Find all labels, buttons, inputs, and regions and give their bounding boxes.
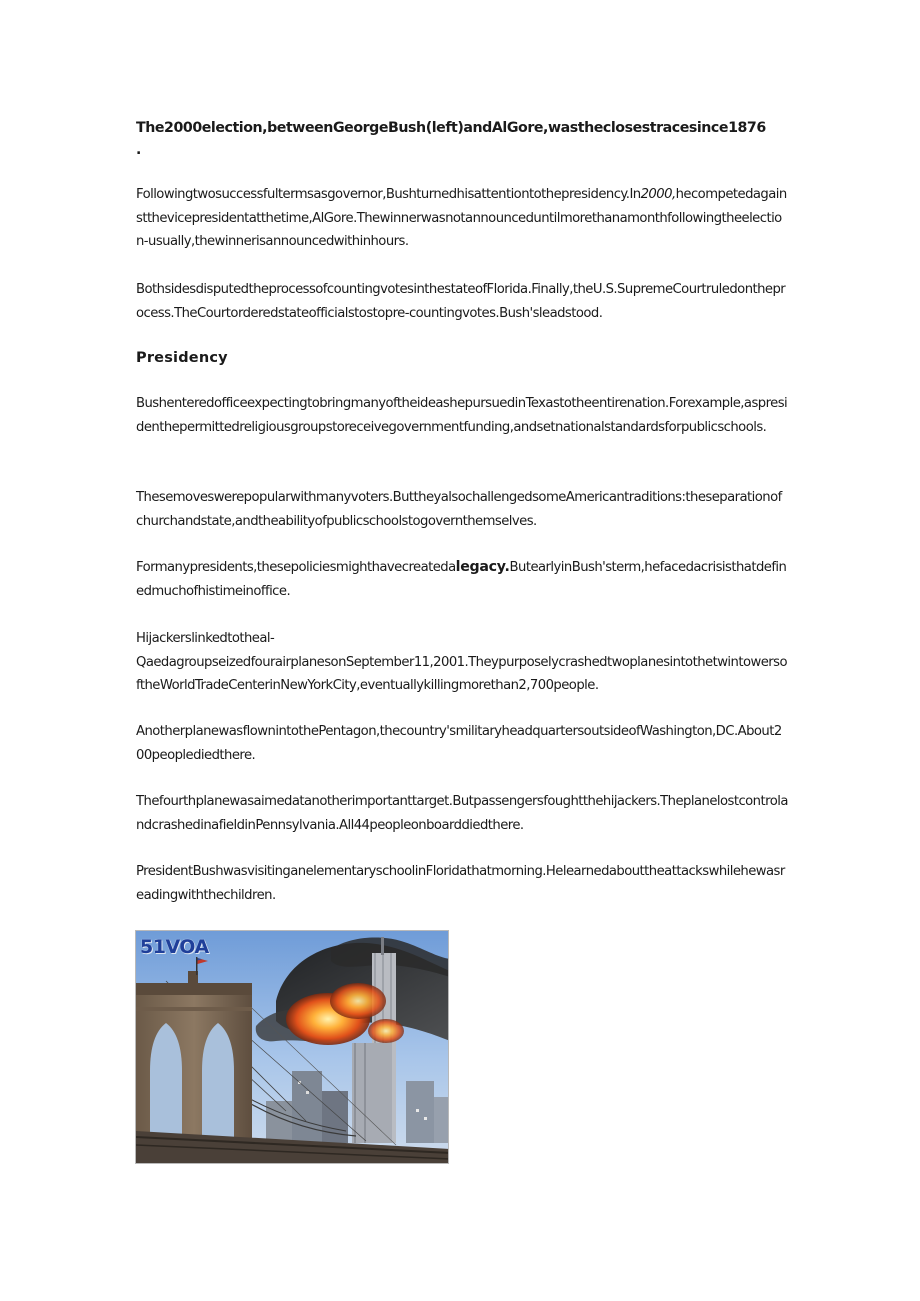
paragraph-texas-ideas: BushenteredofficeexpectingtobringmanyoftheideashepursuedinTexastotheentirenation.Forexample,aspresidenthepermittedreligiousgroupstoreceivegovernmentfunding,andsetnationalstandardsforpublicschools. [136,396,788,435]
paragraph-legacy: Formanypresidents,thesepoliciesmighthavecreatedalegacy.ButearlyinBush'sterm,hefacedacrisisthatdefinedmuchofhistimeinoffice. [136,559,787,599]
photo-illustration [136,931,449,1164]
section-heading-presidency: Presidency [136,350,228,366]
paragraph-florida: BothsidesdisputedtheprocessofcountingvotesinthestateofFlorida.Finally,theU.S.SupremeCourtruledontheprocess.TheCourtorderedstateofficialstostopre-countingvotes.Bush'sleadstood. [136,282,786,321]
paragraph-traditions: Thesemoveswerepopularwithmanyvoters.ButtheyalsochallengedsomeAmericantraditions:theseparationofchurchandstate,andtheabilityofpublicschoolstogovernthemselves. [136,490,782,529]
legacy-bold-word: legacy. [455,559,510,575]
paragraph-pentagon: AnotherplanewasflownintothePentagon,thecountry'smilitaryheadquartersoutsideofWashington,DC.About200peoplediedthere. [136,724,782,763]
voa-watermark: 51VOA [140,936,209,958]
title-trailing-period: . [136,142,142,158]
paragraph-florida-school: PresidentBushwasvisitinganelementaryschoolinFloridathatmorning.Helearnedabouttheattackswhilehewasreadingwiththechildren. [136,864,785,903]
news-photo [135,930,449,1164]
paragraph-hijackers: Hijackerslinkedtotheal- QaedagroupseizedfourairplanesonSeptember11,2001.TheypurposelycrashedtwoplanesintothetwintowersoftheWorldTradeCenterinNewYorkCity,eventuallykillingmorethan2,700people. [136,631,787,693]
paragraph-election: Followingtwosuccessfultermsasgovernor,Bushturnedhisattentiontothepresidency.In2000,hecompetedagainstthevicepresidentatthetime,AlGore.Thewinnerwasnotannounceduntilmorethanamonthfollowingtheelection-usually,thewinnerisannouncedwithinhours. [136,187,787,249]
document-title: The2000election,betweenGeorgeBush(left)andAlGore,wastheclosestracesince1876 [136,120,766,136]
paragraph-pennsylvania: Thefourthplanewasaimedatanotherimportanttarget.Butpassengersfoughtthehijackers.TheplanelostcontrolandcrashedinafieldinPennsylvania.All44peopleonboarddiedthere. [136,794,788,833]
